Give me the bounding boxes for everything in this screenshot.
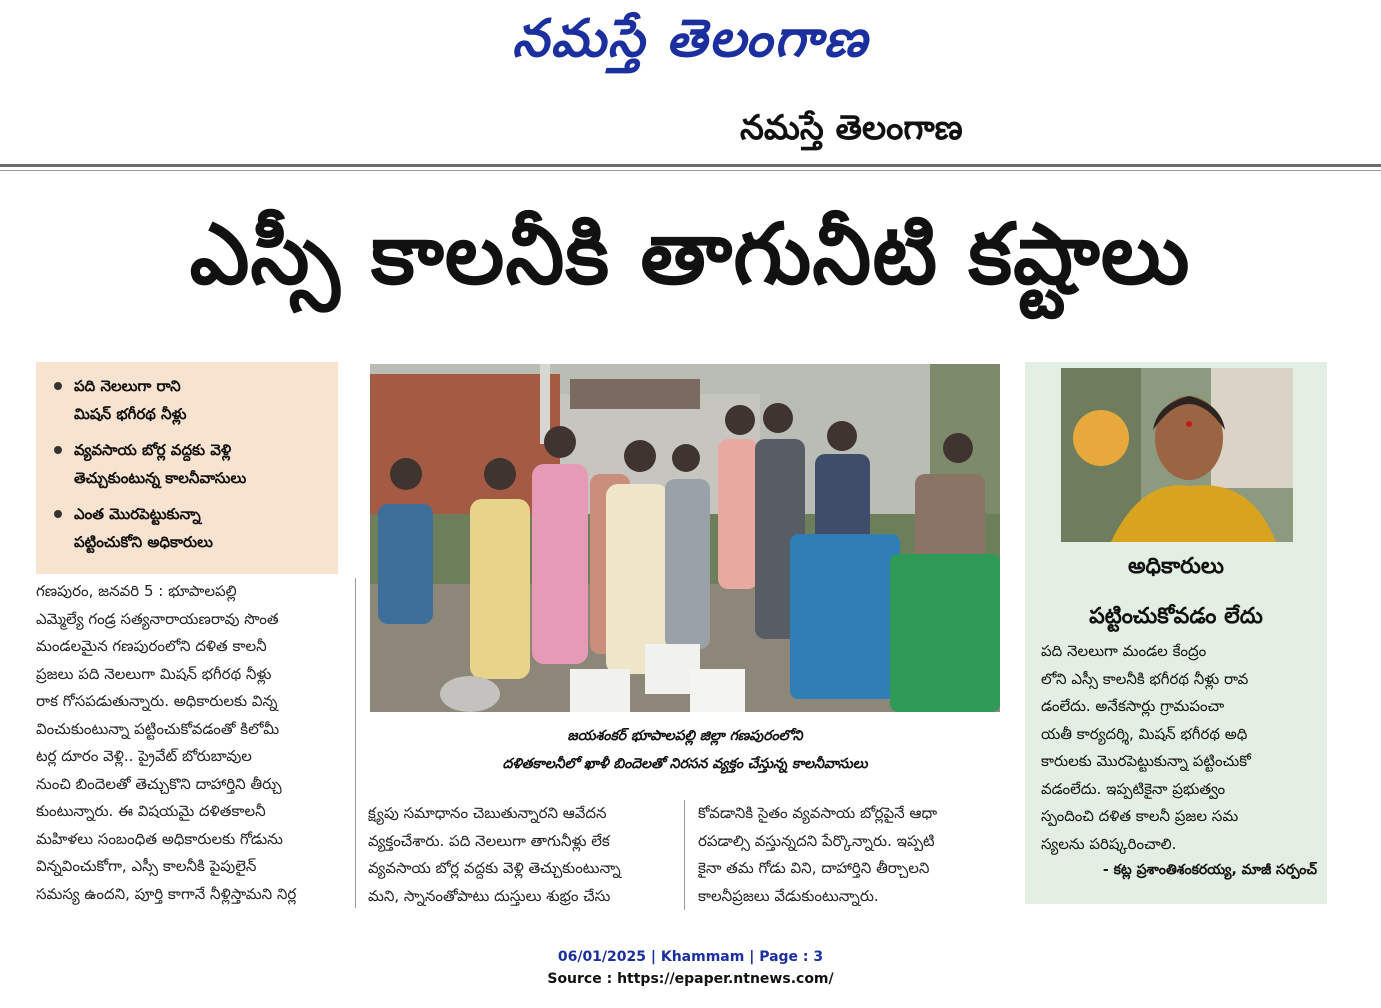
sidebar-heading-line: అధికారులు	[1127, 554, 1225, 579]
portrait-illustration	[1061, 368, 1293, 542]
article-line: ఎమ్మెల్యే గండ్ర సత్యనారాయణరావు సొంత	[36, 609, 279, 628]
article-line: కుంటున్నారు. ఈ విషయమై దళితకాలనీ	[36, 802, 266, 820]
highlight-line: పది నెలలుగా రాని	[74, 377, 181, 395]
article-line: క్ష్యపు సమాధానం చెబుతున్నారని ఆవేదన	[368, 804, 607, 822]
sidebar-line: వడంలేదు. ఇప్పటికైనా ప్రభుత్వం	[1041, 779, 1226, 798]
article-line: కాలనీప్రజలు వేడుకుంటున్నారు.	[698, 886, 879, 905]
article-line: వించుకుంటున్నా పట్టించుకోవడంతో కిలోమీ	[36, 719, 280, 738]
masthead-title: నమస్తే తెలంగాణ	[512, 8, 869, 69]
article-line: రాక గోసపడుతున్నారు. అధికారులకు విన్న	[36, 692, 278, 710]
highlight-line: పట్టించుకోని అధికారులు	[74, 533, 213, 551]
sidebar-line: పది నెలలుగా మండల కేంద్రం	[1041, 642, 1207, 660]
sidebar-text	[1041, 638, 1313, 858]
caption-line: దళితకాలనీలో ఖాళీ బిందెలతో నిరసన వ్యక్తం చేస్తున్న కాలనీవాసులు	[502, 756, 868, 772]
article-line: రపడాల్సి వస్తున్నదని పేర్కొన్నారు. ఇప్పటి	[698, 831, 935, 850]
header-rule-thin	[0, 170, 1381, 171]
bullet-icon	[54, 446, 62, 454]
article-line: విన్నవించుకోగా, ఎస్సీ కాలనీకి పైపులైన్	[36, 857, 257, 875]
highlight-line: మిషన్ భగీరథ నీళ్లు	[74, 405, 187, 423]
article-line: మని, స్నానంతోపాటు దుస్తులు శుభ్రం చేసు	[368, 886, 611, 905]
article-line: మండలమైన గణపురంలోని దళిత కాలనీ	[36, 637, 267, 655]
highlight-line: వ్యవసాయ బోర్ల వద్దకు వెళ్లి	[74, 441, 232, 459]
highlight-item	[36, 372, 338, 428]
sidebar-credit: - కట్ల ప్రశాంతిశంకరయ్య, మాజీ సర్పంచ్	[1102, 862, 1317, 878]
article-line: ప్రజలు పది నెలలుగా మిషన్ భగీరథ నీళ్లు	[36, 664, 272, 683]
article-column-2	[368, 800, 670, 910]
highlight-item	[36, 436, 338, 492]
sidebar-line: స్పందించి దళిత కాలనీ ప్రజల సమ	[1041, 807, 1239, 825]
photo-illustration	[370, 364, 1000, 712]
highlights-box	[36, 362, 338, 574]
article-line: టర్ల దూరం వెళ్లి.. ప్రైవేట్ బోరుబావుల	[36, 747, 252, 765]
sidebar-line: స్యలను పరిష్కరించాలి.	[1041, 834, 1177, 853]
article-line: వ్యక్తంచేశారు. పది నెలలుగా తాగునీళ్లు లేక	[368, 831, 610, 850]
article-line: వ్యవసాయ బోర్ల వద్దకు వెళ్లి తెచ్చుకుంటున్నా	[368, 859, 621, 877]
sidebar-line: కారులకు మొరపెట్టుకున్నా పట్టించుకో	[1041, 752, 1251, 770]
article-line: సమస్య ఉందని, పూర్తి కాగానే నీళ్లిస్తామని నిర్ల	[36, 884, 297, 903]
page-footer	[0, 946, 1381, 990]
column-divider	[355, 578, 356, 908]
sidebar-heading	[1025, 542, 1327, 642]
article-line: మహిళలు సంబంధిత అధికారులకు గోడును	[36, 829, 283, 848]
highlight-line: ఎంత మొరపెట్టుకున్నా	[74, 505, 201, 523]
article-line: కైనా తమ గోడు విని, దాహార్తిని తీర్చాలని	[698, 859, 930, 877]
sidebar-line: డంలేదు. అనేకసార్లు గ్రామపంచా	[1041, 697, 1225, 715]
sidebar-line: యతీ కార్యదర్శి, మిషన్ భగీరథ అధి	[1041, 724, 1248, 743]
masthead-subtitle: నమస్తే తెలంగాణ	[740, 108, 963, 148]
headline: ఎస్సీ కాలనీకి తాగునీటి కష్టాలు	[189, 205, 1191, 303]
header-rule	[0, 164, 1381, 167]
article-column-3	[698, 800, 1000, 910]
caption-line: జయశంకర్ భూపాలపల్లి జిల్లా గణపురంలోని	[567, 728, 803, 744]
column-divider	[684, 800, 685, 910]
sidebar-box	[1025, 362, 1327, 904]
sidebar-heading-line: పట్టించుకోవడం లేదు	[1089, 604, 1263, 629]
portrait-photo	[1061, 368, 1293, 542]
article-line: గణపురం, జనవరి 5 : భూపాలపల్లి	[36, 582, 237, 600]
bullet-icon	[54, 510, 62, 518]
article-line: నుంచి బిందెలతో తెచ్చుకొని దాహార్తిని తీర్చు	[36, 774, 282, 793]
sidebar-line: లోని ఎస్సీ కాలనీకి భగీరథ నీళ్లు రావ	[1041, 669, 1249, 688]
bullet-icon	[54, 382, 62, 390]
news-photo	[370, 364, 1000, 712]
footer-date-line: 06/01/2025 | Khammam | Page : 3	[557, 949, 824, 965]
highlight-line: తెచ్చుకుంటున్న కాలనీవాసులు	[74, 469, 247, 487]
article-line: కోవడానికి సైతం వ్యవసాయ బోర్లపైనే ఆధా	[698, 804, 938, 822]
photo-caption	[370, 722, 1000, 778]
footer-source-line: Source : https://epaper.ntnews.com/	[547, 971, 834, 987]
article-column-1	[36, 578, 338, 908]
highlight-item	[36, 500, 338, 556]
